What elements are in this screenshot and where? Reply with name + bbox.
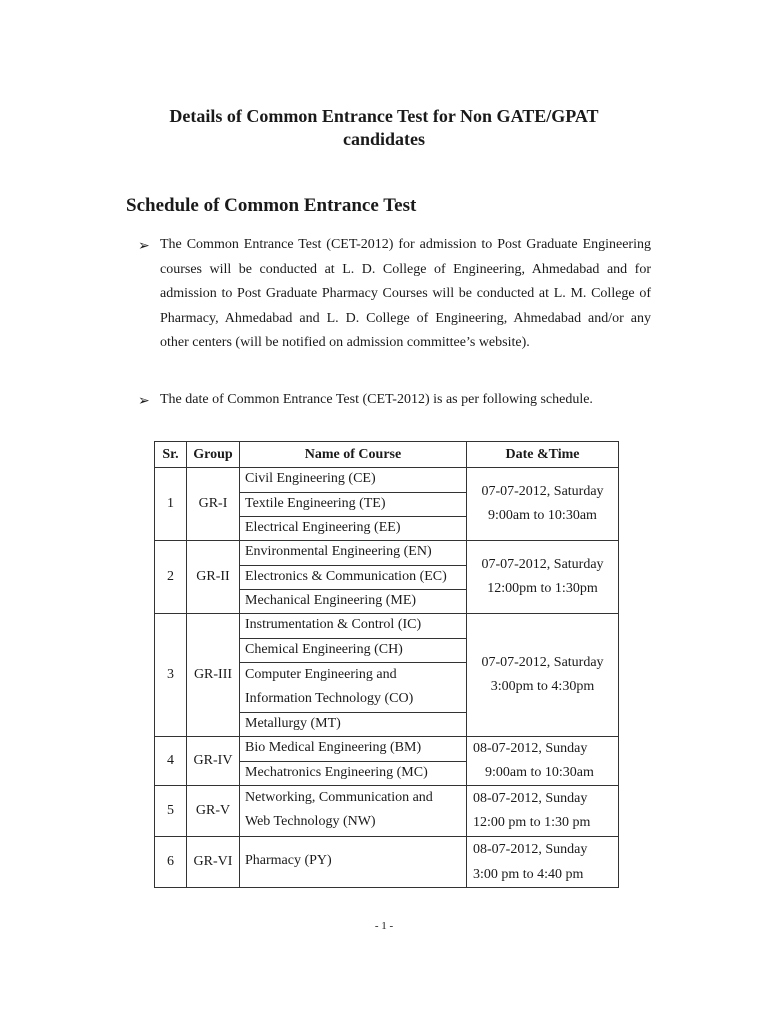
cell-group: GR-I: [187, 468, 240, 541]
exam-time: 9:00am to 10:30am: [488, 508, 597, 523]
cell-courses: [240, 737, 467, 786]
title-line-1: Details of Common Entrance Test for Non GATE/GPAT: [169, 106, 599, 126]
course-item: Electronics & Communication (EC): [240, 565, 466, 589]
page-number: - 1 -: [374, 920, 394, 932]
course-item: Environmental Engineering (EN): [245, 544, 432, 559]
exam-time: 3:00 pm to 4:40 pm: [473, 867, 584, 882]
exam-time: 12:00pm to 1:30pm: [487, 581, 598, 596]
course-item: Chemical Engineering (CH): [240, 638, 466, 662]
cell-date-time: [467, 468, 619, 541]
table-row: [155, 541, 619, 614]
course-item: Networking, Communication and Web Technology (NW): [245, 790, 433, 829]
paragraph-line: admission to Post Graduate Pharmacy Courses will be conducted at L. M. College of: [160, 286, 651, 301]
table-row: [155, 614, 619, 737]
cell-group: GR-IV: [187, 737, 240, 786]
course-item: Electrical Engineering (EE): [240, 516, 466, 540]
course-item: Textile Engineering (TE): [240, 492, 466, 516]
paragraph-line: other centers (will be notified on admission committee’s website).: [160, 335, 530, 350]
cell-group: GR-III: [187, 614, 240, 737]
cell-courses: [240, 786, 467, 837]
cell-courses: [240, 614, 467, 737]
exam-date: 08-07-2012, Sunday: [473, 791, 588, 806]
exam-date: 08-07-2012, Sunday: [473, 741, 588, 756]
table-row: [155, 468, 619, 541]
bullet-arrow-icon: ➢: [138, 239, 150, 254]
cell-group: GR-V: [187, 786, 240, 837]
exam-time: 9:00am to 10:30am: [485, 765, 594, 780]
table-header-row: [155, 442, 619, 468]
document-title: [0, 105, 768, 151]
cell-sr: 2: [155, 541, 187, 614]
cell-date-time: [467, 541, 619, 614]
paragraph-line: courses will be conducted at L. D. College of Engineering, Ahmedabad and for: [160, 261, 651, 277]
cell-group: GR-II: [187, 541, 240, 614]
cell-date-time: [467, 786, 619, 837]
cell-sr: 5: [155, 786, 187, 837]
cell-group: GR-VI: [187, 837, 240, 888]
cell-courses: [240, 468, 467, 541]
course-item: Metallurgy (MT): [240, 712, 466, 736]
course-item: Instrumentation & Control (IC): [245, 617, 422, 632]
section-heading: Schedule of Common Entrance Test: [126, 195, 417, 216]
table-row: [155, 837, 619, 888]
paragraph-line: The Common Entrance Test (CET-2012) for admission to Post Graduate Engineering: [160, 237, 651, 252]
header-course: Name of Course: [240, 442, 467, 468]
exam-date: 07-07-2012, Saturday: [481, 655, 604, 670]
title-line-2: candidates: [342, 129, 425, 149]
exam-date: 07-07-2012, Saturday: [481, 557, 604, 572]
paragraph-line: Pharmacy, Ahmedabad and L. D. College of Engineering, Ahmedabad and/or any: [160, 310, 651, 326]
cell-courses: [240, 541, 467, 614]
exam-time: 3:00pm to 4:30pm: [490, 679, 595, 694]
cell-date-time: [467, 837, 619, 888]
cell-date-time: [467, 737, 619, 786]
course-item: Computer Engineering and Information Technology (CO): [240, 662, 466, 712]
table-row: [155, 786, 619, 837]
paragraph-cet-venue: [160, 233, 651, 356]
course-item: Mechatronics Engineering (MC): [240, 761, 466, 785]
cell-date-time: [467, 614, 619, 737]
course-item: Pharmacy (PY): [245, 853, 332, 868]
exam-date: 08-07-2012, Sunday: [473, 842, 588, 857]
course-item: Mechanical Engineering (ME): [240, 589, 466, 613]
table-row: [155, 737, 619, 786]
course-item: Civil Engineering (CE): [245, 471, 376, 486]
header-sr: Sr.: [155, 442, 187, 468]
cell-sr: 3: [155, 614, 187, 737]
header-group: Group: [187, 442, 240, 468]
header-date: Date &Time: [467, 442, 619, 468]
paragraph-schedule-intro: The date of Common Entrance Test (CET-2012) is as per following schedule.: [160, 392, 593, 407]
cell-sr: 1: [155, 468, 187, 541]
bullet-arrow-icon: ➢: [138, 394, 150, 409]
exam-time: 12:00 pm to 1:30 pm: [473, 815, 591, 830]
exam-date: 07-07-2012, Saturday: [481, 484, 604, 499]
cell-sr: 4: [155, 737, 187, 786]
cell-sr: 6: [155, 837, 187, 888]
cell-courses: [240, 837, 467, 888]
schedule-table: [154, 441, 619, 888]
course-item: Bio Medical Engineering (BM): [245, 740, 422, 755]
